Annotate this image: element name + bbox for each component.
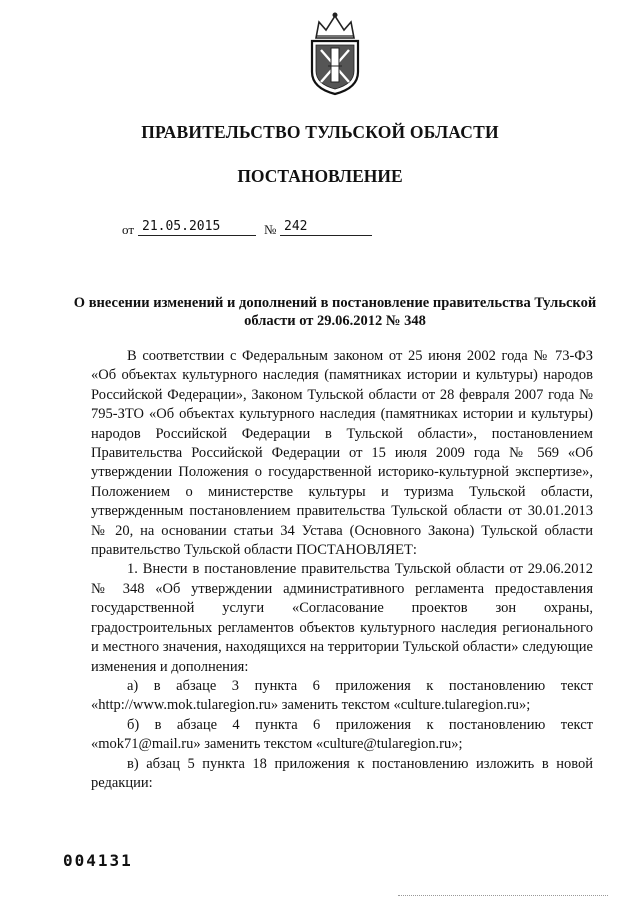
- date-value: 21.05.2015: [138, 218, 256, 236]
- body-paragraph: б) в абзаце 4 пункта 6 приложения к постановлению текст «mok71@mail.ru» заменить текстом «culture@tularegion.ru»;: [91, 716, 593, 753]
- coat-of-arms-icon: [304, 10, 366, 96]
- body-paragraph: а) в абзаце 3 пункта 6 приложения к постановлению текст «http://www.mok.tularegion.ru» заменить текстом «culture.tularegion.ru»;: [91, 677, 593, 714]
- number-label: №: [264, 222, 277, 237]
- government-title: ПРАВИТЕЛЬСТВО ТУЛЬСКОЙ ОБЛАСТИ: [141, 122, 499, 142]
- document-body: [91, 347, 593, 793]
- document-heading: О внесении изменений и дополнений в постановление правительства Тульской области от 29.06.2012 № 348: [73, 295, 597, 329]
- body-paragraph: 1. Внести в постановление правительства Тульской области от 29.06.2012 № 348 «Об утверждении административного регламента предоставления государственной услуги «Согласование проектов зон охраны, градостроительных регламентов объектов культурного наследия регионального и местного значения, находящихся на территории Тульской области» следующие изменения и дополнения:: [91, 561, 593, 675]
- body-paragraph: В соответствии с Федеральным законом от 25 июня 2002 года № 73-ФЗ «Об объектах культурного наследия (памятниках истории и культуры) народов Российской Федерации», Законом Тульской области от 28 февраля 2007 года № 795-ЗТО «Об объектах культурного наследия (памятниках истории и культуры) народов Российской Федерации в Тульской области», постановлением Правительства Российской Федерации от 15 июля 2009 года № 569 «Об утверждении Положения о государственной историко-культурной экспертизе», Положением о министерстве культуры и туризма Тульской области, утвержденным постановлением правительства Тульской области от 30.01.2013 № 20, на основании статьи 34 Устава (Основного Закона) Тульской области правительство Тульской области ПОСТАНОВЛЯЕТ:: [91, 348, 593, 559]
- footer-dotted-line: [398, 895, 608, 896]
- date-label: от: [122, 222, 135, 237]
- body-paragraph: в) абзац 5 пункта 18 приложения к постановлению изложить в новой редакции:: [91, 755, 593, 791]
- document-type: ПОСТАНОВЛЕНИЕ: [237, 166, 403, 186]
- number-value: 242: [280, 218, 372, 236]
- serial-number: 004131: [63, 851, 133, 870]
